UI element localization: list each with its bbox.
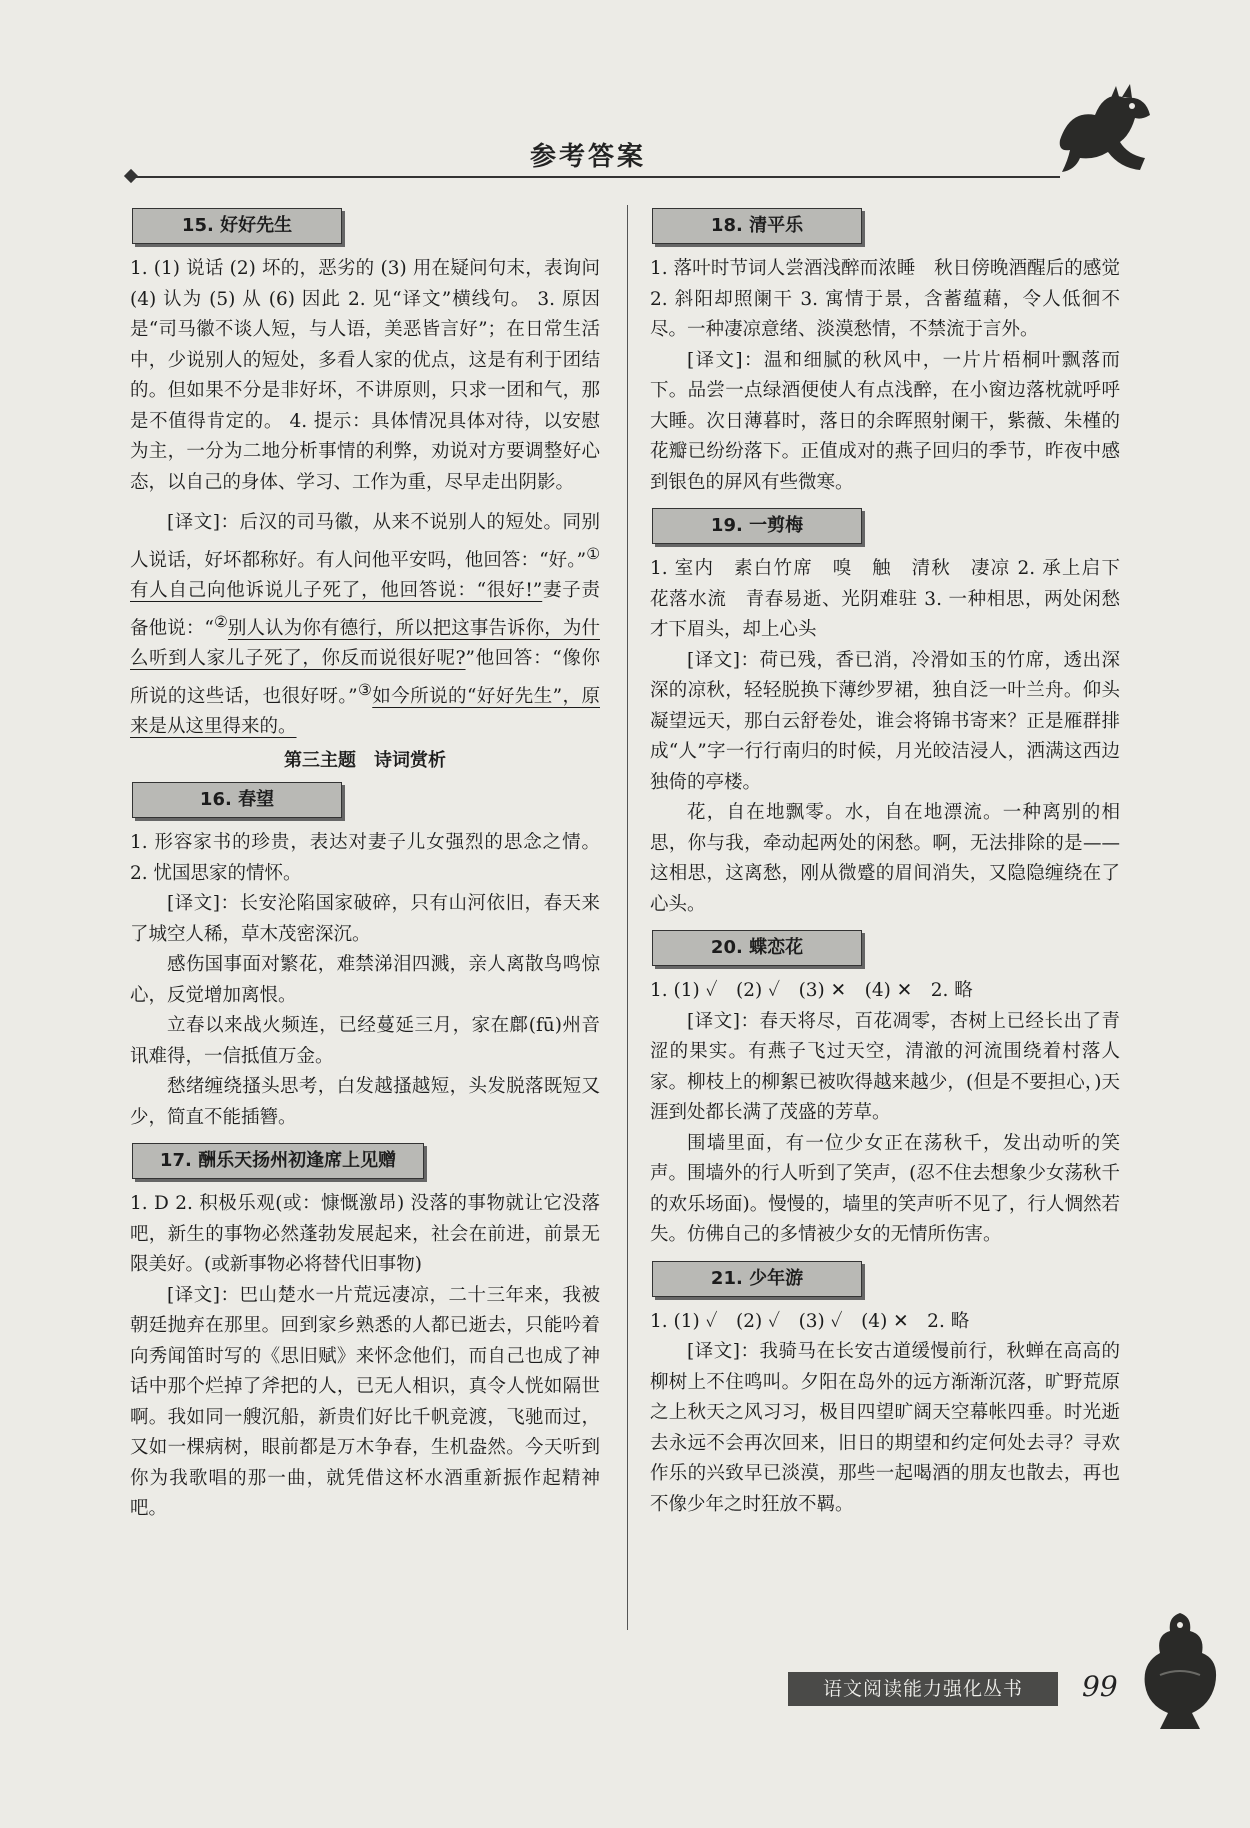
translation-15-underline-2: 别人认为你有德行，所以把这事告诉你，为什么听到人家儿子死了，你反而说很好呢? bbox=[130, 617, 600, 670]
translation-15 bbox=[130, 508, 600, 743]
page-header bbox=[130, 130, 1060, 190]
header-rule bbox=[130, 176, 1060, 178]
page-number: 99 bbox=[1082, 1670, 1118, 1703]
translation-15-c: ”他回答：“像你所说的这些话，也很好呀。” bbox=[130, 648, 600, 707]
answer-18: 1. 落叶时节词人尝酒浅醉而浓睡 秋日傍晚酒醒后的感觉 2. 斜阳却照阑干 3. 寓情于景，含蓄蕴藉，令人低徊不尽。一种凄凉意绪、淡漠愁情，不禁流于言外。 bbox=[650, 258, 1120, 340]
translation-15-b: 妻子责备他说：“ bbox=[130, 580, 600, 639]
answer-21: 1. (1) ✓ (2) ✓ (3) ✓ (4) ✕ 2. 略 bbox=[650, 1310, 970, 1332]
theme-heading: 第三主题 诗词赏析 bbox=[284, 749, 446, 771]
section-title-21: 21. 少年游 bbox=[652, 1261, 862, 1297]
answer-16: 1. 形容家书的珍贵，表达对妻子儿女强烈的思念之情。 2. 忧国思家的情怀。 bbox=[130, 832, 600, 884]
translation-15-a: [译文]：后汉的司马徽，从来不说别人的短处。同别人说话，好坏都称好。有人问他平安吗，他回答：“好。” bbox=[130, 512, 600, 571]
section-title-17: 17. 酬乐天扬州初逢席上见赠 bbox=[132, 1143, 424, 1179]
translation-16-p2: 感伤国事面对繁花，难禁涕泪四溅，亲人离散鸟鸣惊心，反觉增加离恨。 bbox=[130, 954, 600, 1006]
translation-17: [译文]：巴山楚水一片荒远凄凉，二十三年来，我被朝廷抛弃在那里。回到家乡熟悉的人都已逝去，只能吟着向秀闻笛时写的《思旧赋》来怀念他们，而自己也成了神话中那个烂掉了斧把的人，已无人相识，真令人恍如隔世啊。我如同一艘沉船，新贵们好比千帆竞渡，飞驰而过，又如一棵病树，眼前都是万木争春，生机盎然。今天听到你为我歌唱的那一曲，就凭借这杯水酒重新振作起精神吧。 bbox=[130, 1284, 600, 1520]
answer-15: 1. (1) 说话 (2) 坏的，恶劣的 (3) 用在疑问句末，表询问 (4) 认为 (5) 从 (6) 因此 2. 见“译文”横线句。 3. 原因是“司马徽不谈人短，与人语，美恶皆言好”；在日常生活中，少说别人的短处，多看人家的优点，这是有利于团结的。但如果不分是非好坏，不讲原则，只求一团和气，那是不值得肯定的。 4. 提示：具体情况具体对待，以安慰为主，一分为二地分析事情的利弊，劝说对方要调整好心态，以自己的身体、学习、工作为重，尽早走出阴影。 bbox=[130, 258, 600, 493]
answer-17: 1. D 2. 积极乐观(或：慷慨激昂) 没落的事物就让它没落吧，新生的事物必然蓬勃发展起来，社会在前进，前景无限美好。(或新事物必将替代旧事物) bbox=[130, 1193, 600, 1276]
translation-15-underline-3: 如今所说的“好好先生”，原来是从这里得来的。 bbox=[130, 685, 600, 738]
section-title-16: 16. 春望 bbox=[132, 782, 342, 818]
header-rule-ornament bbox=[124, 169, 138, 183]
section-title-20: 20. 蝶恋花 bbox=[652, 930, 862, 966]
translation-21: [译文]：我骑马在长安古道缓慢前行，秋蝉在高高的柳树上不住鸣叫。夕阳在岛外的远方渐渐沉落，旷野荒原之上秋天之风习习，极目四望旷阔天空幕帐四垂。时光逝去永远不会再次回来，旧日的期望和约定何处去寻？寻欢作乐的兴致早已淡漠，那些一起喝酒的朋友也散去，再也不像少年之时狂放不羁。 bbox=[650, 1341, 1120, 1515]
translation-18: [译文]：温和细腻的秋风中，一片片梧桐叶飘落而下。品尝一点绿酒便使人有点浅醉，在小窗边落枕就呼呼大睡。次日薄暮时，落日的余晖照射阑干，紫薇、朱槿的花瓣已纷纷落下。正值成对的燕子回归的季节，昨夜中感到银色的屏风有些微寒。 bbox=[650, 349, 1120, 493]
series-label: 语文阅读能力强化丛书 bbox=[788, 1672, 1058, 1706]
column-divider bbox=[627, 205, 628, 1630]
section-title-18: 18. 清平乐 bbox=[652, 208, 862, 244]
marker-3: ③ bbox=[357, 680, 373, 699]
translation-20-p2: 围墙里面，有一位少女正在荡秋千，发出动听的笑声。围墙外的行人听到了笑声，(忍不住去想象少女荡秋千的欢乐场面)。慢慢的，墙里的笑声听不见了，行人惆然若失。仿佛自己的多情被少女的无情所伤害。 bbox=[650, 1132, 1120, 1245]
answer-20: 1. (1) ✓ (2) ✓ (3) ✕ (4) ✕ 2. 略 bbox=[650, 980, 973, 1001]
translation-15-underline-1: 有人自己向他诉说儿子死了，他回答说：“很好!” bbox=[130, 580, 543, 602]
answer-19: 1. 室内 素白竹席 嗅 触 清秋 凄凉 2. 承上启下 花落水流 青春易逝、光阴难驻 3. 一种相思，两处闲愁 才下眉头，却上心头 bbox=[650, 558, 1139, 640]
translation-19-p2: 花，自在地飘零。水，自在地漂流。一种离别的相思，你与我，牵动起两处的闲愁。啊，无法排除的是——这相思，这离愁，刚从微蹙的眉间消失，又隐隐缠绕在了心头。 bbox=[650, 802, 1120, 915]
translation-16-p3: 立春以来战火频连，已经蔓延三月，家在鄜(fū)州音讯难得，一信抵值万金。 bbox=[130, 1015, 600, 1067]
bronze-vessel-ornament-icon bbox=[1130, 1605, 1230, 1735]
dragon-ornament-icon bbox=[1050, 80, 1160, 180]
translation-16-p4: 愁绪缠绕搔头思考，白发越搔越短，头发脱落既短又少，简直不能插簪。 bbox=[130, 1076, 600, 1128]
translation-19-p1: [译文]：荷已残，香已消，冷滑如玉的竹席，透出深深的凉秋，轻轻脱换下薄纱罗裙，独自泛一叶兰舟。仰头凝望远天，那白云舒卷处，谁会将锦书寄来？正是雁群排成“人”字一行行南归的时候，月光皎洁浸人，洒满这西边独倚的亭楼。 bbox=[650, 649, 1120, 793]
marker-1: ① bbox=[586, 544, 601, 563]
marker-2: ② bbox=[213, 612, 228, 631]
section-title-19: 19. 一剪梅 bbox=[652, 508, 862, 544]
translation-16-p1: [译文]：长安沦陷国家破碎，只有山河依旧，春天来了城空人稀，草木茂密深沉。 bbox=[130, 893, 600, 945]
left-column bbox=[130, 208, 600, 1525]
header-title: 参考答案 bbox=[530, 142, 647, 172]
translation-20-p1: [译文]：春天将尽，百花凋零，杏树上已经长出了青涩的果实。有燕子飞过天空，清澈的河流围绕着村落人家。柳枝上的柳絮已被吹得越来越少，(但是不要担心，)天涯到处都长满了茂盛的芳草。 bbox=[650, 1010, 1120, 1123]
section-title-15: 15. 好好先生 bbox=[132, 208, 342, 244]
right-column bbox=[650, 208, 1139, 1520]
